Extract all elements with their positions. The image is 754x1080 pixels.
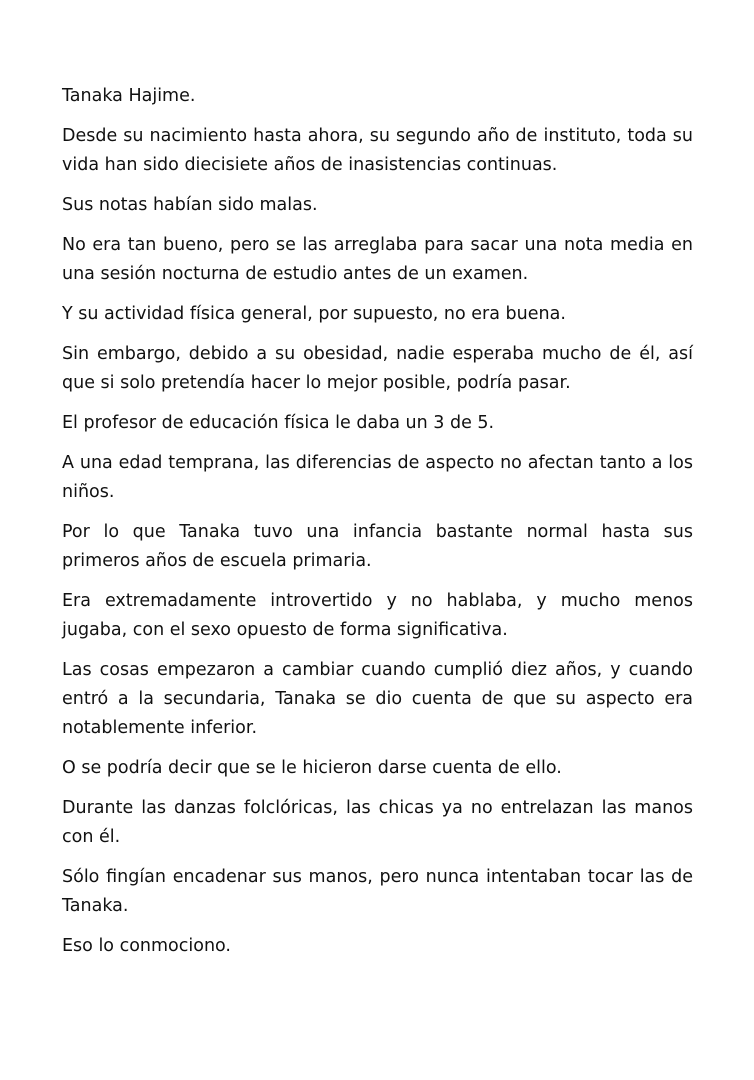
paragraph-9: Por lo que Tanaka tuvo una infancia bastante normal hasta sus primeros años de escuela primaria. [62, 522, 693, 571]
paragraph-1: Tanaka Hajime. [62, 86, 196, 106]
paragraph-3: Sus notas habían sido malas. [62, 195, 318, 215]
paragraph-13: Durante las danzas folclóricas, las chicas ya no entrelazan las manos con él. [62, 798, 693, 847]
paragraph-10: Era extremadamente introvertido y no hablaba, y mucho menos jugaba, con el sexo opuesto de forma significativa. [62, 591, 693, 640]
paragraph-4: No era tan bueno, pero se las arreglaba para sacar una nota media en una sesión nocturna de estudio antes de un examen. [62, 235, 693, 284]
paragraph-14: Sólo fingían encadenar sus manos, pero nunca intentaban tocar las de Tanaka. [62, 867, 693, 916]
document-body [62, 82, 693, 961]
paragraph-15: Eso lo conmociono. [62, 936, 231, 956]
paragraph-6: Sin embargo, debido a su obesidad, nadie esperaba mucho de él, así que si solo pretendía hacer lo mejor posible, podría pasar. [62, 344, 693, 393]
paragraph-5: Y su actividad física general, por supuesto, no era buena. [62, 304, 566, 324]
paragraph-2: Desde su nacimiento hasta ahora, su segundo año de instituto, toda su vida han sido diecisiete años de inasistencias continuas. [62, 126, 693, 175]
paragraph-8: A una edad temprana, las diferencias de aspecto no afectan tanto a los niños. [62, 453, 693, 502]
paragraph-12: O se podría decir que se le hicieron darse cuenta de ello. [62, 758, 562, 778]
paragraph-7: El profesor de educación física le daba un 3 de 5. [62, 413, 495, 433]
paragraph-11: Las cosas empezaron a cambiar cuando cumplió diez años, y cuando entró a la secundaria, Tanaka se dio cuenta de que su aspecto era notablemente inferior. [62, 660, 693, 738]
